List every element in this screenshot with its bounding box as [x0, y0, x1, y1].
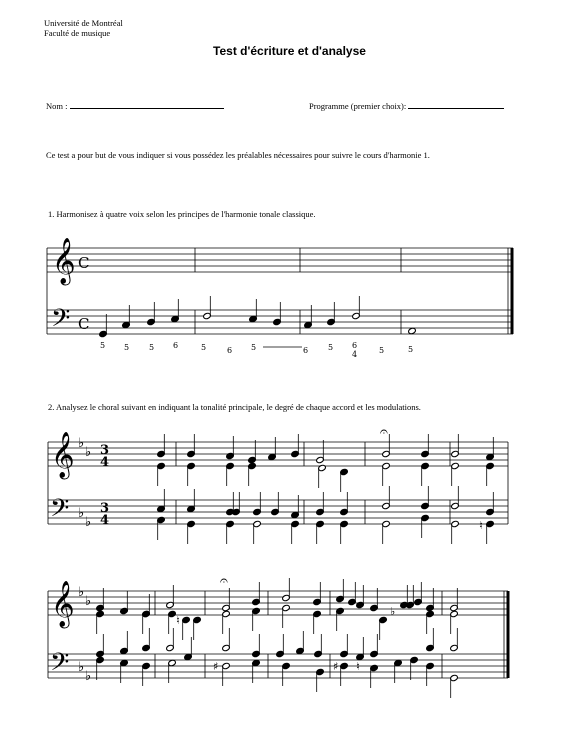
- faculty-name: Faculté de musique: [44, 28, 111, 38]
- bass-clef-icon: 𝄢: [50, 494, 70, 529]
- figured-bass-number: 5: [251, 343, 257, 352]
- time-signature-bass-bottom: 4: [100, 513, 110, 528]
- name-blank[interactable]: [70, 99, 224, 109]
- treble-clef-icon: 𝄞: [52, 238, 76, 284]
- natural-icon: ♮: [176, 614, 180, 627]
- exercise1-bass-notes: [99, 296, 417, 338]
- staff-lines: [48, 591, 508, 678]
- exercise1-figures: [100, 341, 413, 359]
- bass-clef-icon: 𝄢: [51, 304, 71, 339]
- flat-icon: ♭: [78, 436, 85, 451]
- flat-icon: ♭: [85, 445, 92, 460]
- note-head: [408, 327, 417, 334]
- name-label: Nom :: [46, 101, 68, 111]
- program-blank[interactable]: [408, 99, 504, 109]
- intro-text: Ce test a pour but de vous indiquer si vous possédez les préalables nécessaires pour suivre le cours d'harmonie 1.: [46, 150, 430, 160]
- figured-bass-number: 5: [328, 343, 334, 352]
- fermata-icon: 𝄐: [220, 573, 228, 589]
- flat-icon: ♭: [85, 594, 92, 609]
- program-field[interactable]: [309, 99, 504, 111]
- exercise2-system-1: [0, 420, 579, 550]
- treble-clef-icon: 𝄞: [51, 581, 75, 627]
- exercise1-instruction: 1. Harmonisez à quatre voix selon les principes de l'harmonie tonale classique.: [48, 209, 316, 219]
- flat-icon: ♭: [78, 660, 85, 675]
- flat-icon: ♭: [78, 506, 85, 521]
- figured-bass-number: 5: [408, 345, 414, 354]
- time-signature-treble-top: 3: [100, 443, 110, 458]
- time-signature-bass: C: [78, 315, 90, 333]
- page-title: Test d'écriture et d'analyse: [213, 44, 366, 58]
- exercise1-score: [0, 230, 579, 390]
- figured-bass-number: 6: [303, 346, 309, 355]
- sharp-icon: ♯: [333, 660, 339, 673]
- treble-clef-icon: 𝄞: [51, 432, 75, 478]
- bass-clef-icon: 𝄢: [50, 648, 70, 683]
- natural-icon: ♮: [479, 519, 483, 532]
- figured-bass-number: 6: [227, 346, 233, 355]
- figured-bass-number: 5: [149, 343, 155, 352]
- figured-bass-number: 6: [173, 341, 179, 350]
- exercise2-system-2: [0, 568, 579, 708]
- university-name: Université de Montréal: [44, 18, 123, 28]
- sharp-icon: ♯: [213, 660, 219, 673]
- flat-icon: ♭: [78, 585, 85, 600]
- figured-bass-number: 5: [379, 346, 385, 355]
- figured-bass-number: 6: [352, 341, 358, 350]
- choral-notes: [157, 434, 495, 544]
- choral-notes: [96, 578, 459, 698]
- flat-icon: ♭: [85, 669, 92, 684]
- time-signature-treble-bottom: 4: [100, 455, 110, 470]
- time-signature-bass-top: 3: [100, 501, 110, 516]
- figured-bass-number: 4: [352, 350, 358, 359]
- flat-icon: ♭: [85, 515, 92, 530]
- flat-icon: ♭: [390, 605, 396, 618]
- barlines: [48, 591, 508, 678]
- figured-bass-number: 5: [201, 343, 207, 352]
- natural-icon: ♮: [356, 660, 360, 673]
- figured-bass-number: 5: [124, 343, 130, 352]
- fermata-icon: 𝄐: [380, 424, 388, 440]
- name-field[interactable]: [46, 99, 224, 111]
- time-signature-treble: C: [78, 254, 90, 272]
- figured-bass-number: 5: [100, 341, 106, 350]
- exercise2-instruction: 2. Analysez le choral suivant en indiquant la tonalité principale, le degré de chaque accord et les modulations.: [48, 402, 421, 412]
- program-label: Programme (premier choix):: [309, 101, 407, 111]
